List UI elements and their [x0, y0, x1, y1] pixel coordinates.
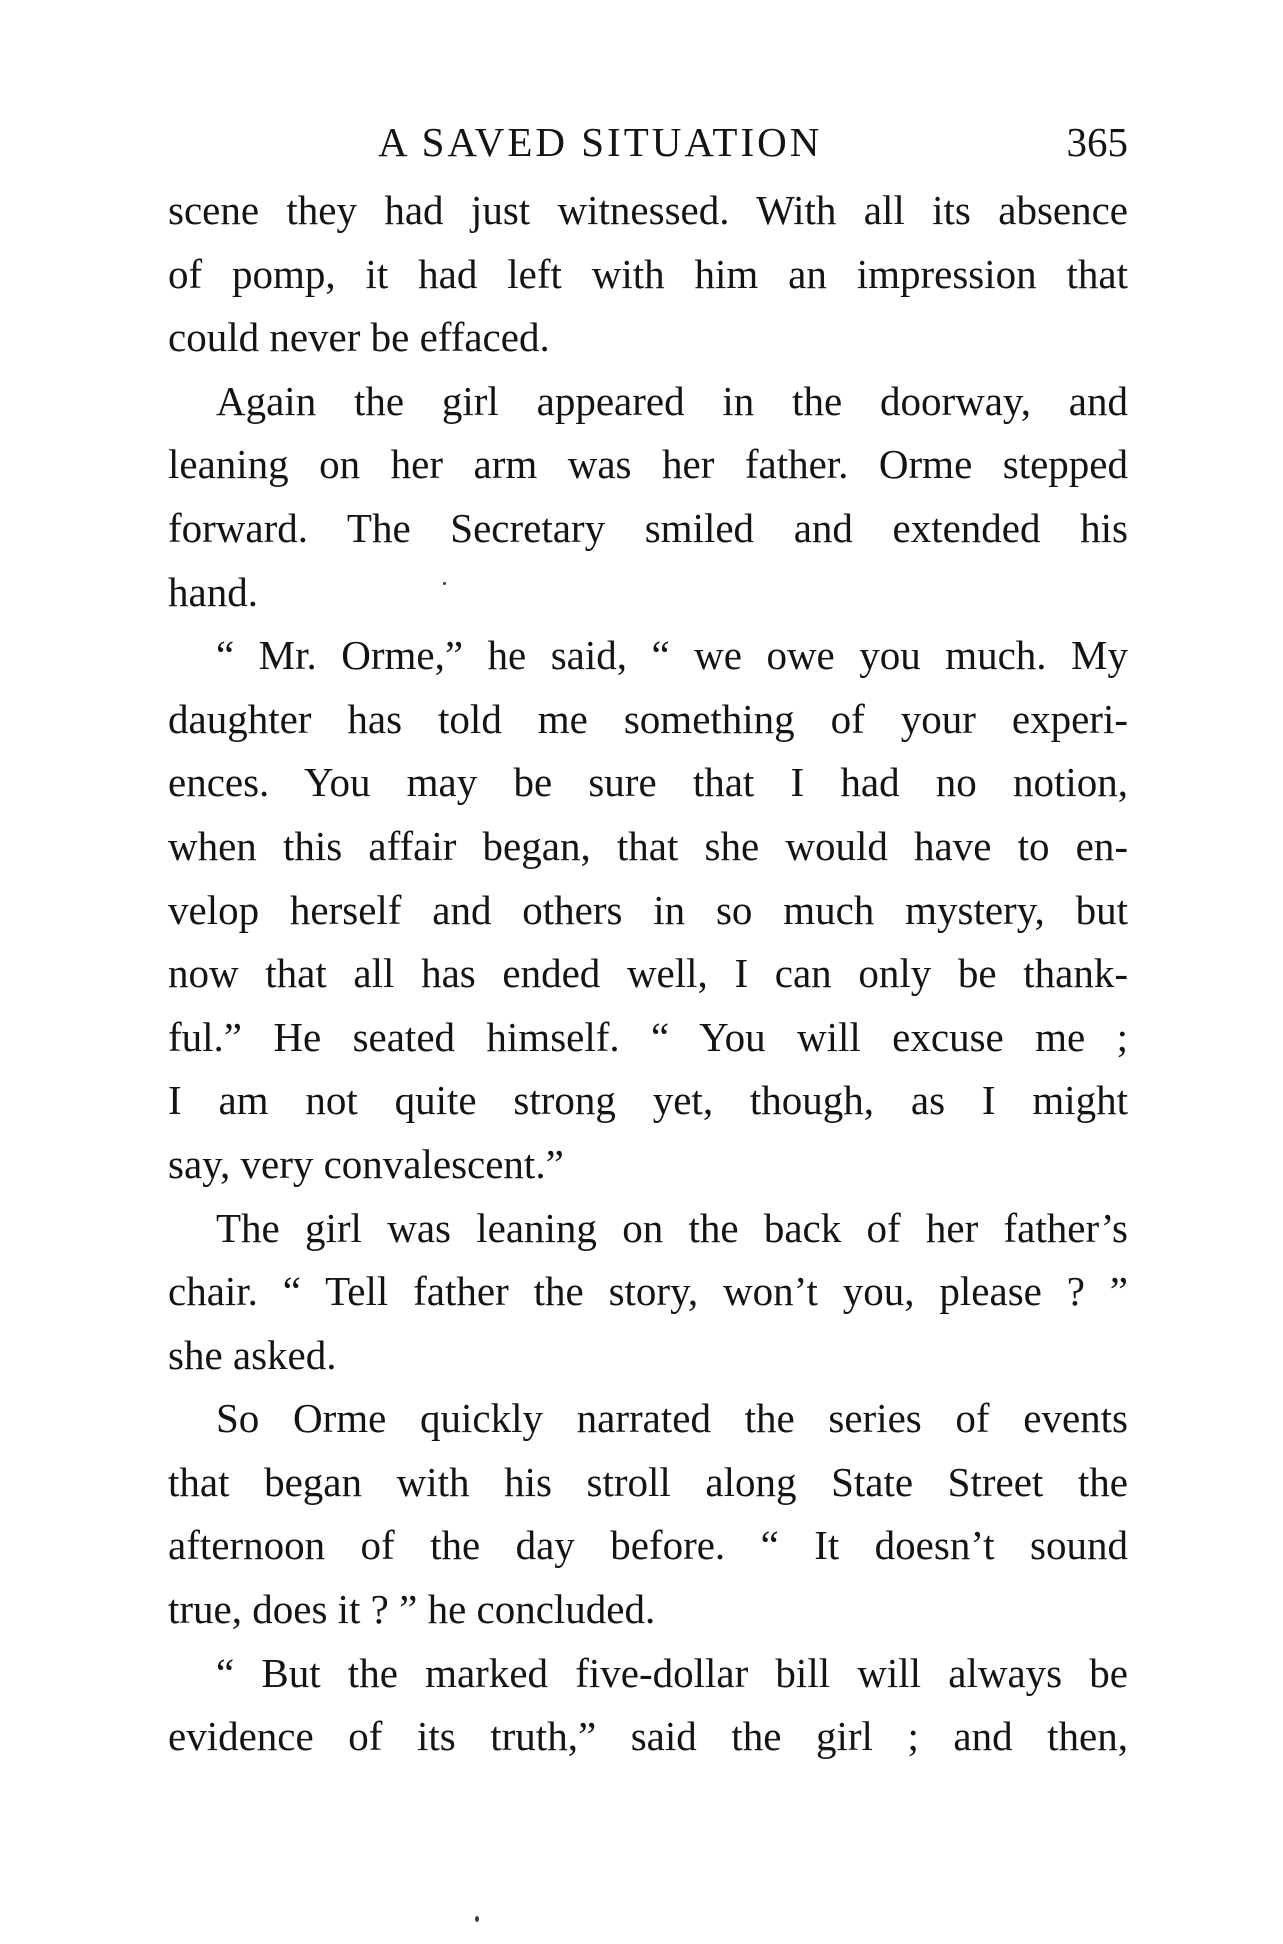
text-line: say, very convalescent.” — [168, 1140, 564, 1187]
text-line: forward. The Secretary smiled and extended his — [168, 504, 1128, 551]
text-line: now that all has ended well, I can only be thank- — [168, 950, 1128, 997]
text-line: of pomp, it had left with him an impression that — [168, 250, 1128, 297]
text-line: chair. “ Tell father the story, won’t you, please ? ” — [168, 1268, 1128, 1315]
text-line: So Orme quickly narrated the series of events — [216, 1395, 1128, 1442]
print-speck — [475, 1916, 479, 1922]
text-line: scene they had just witnessed. With all its absence — [168, 187, 1128, 233]
text-line: I am not quite strong yet, though, as I might — [168, 1077, 1128, 1124]
text-line: hand. — [168, 568, 258, 615]
page-number: 365 — [1066, 119, 1128, 165]
running-title: A SAVED SITUATION — [378, 119, 823, 165]
text-line: she asked. — [168, 1331, 337, 1378]
text-line: afternoon of the day before. “ It doesn’t sound — [168, 1522, 1128, 1569]
text-line: daughter has told me something of your experi- — [168, 695, 1128, 742]
text-line: could never be effaced. — [168, 314, 550, 361]
print-speck — [443, 582, 446, 585]
text-line: true, does it ? ” he concluded. — [168, 1586, 656, 1633]
text-line: leaning on her arm was her father. Orme stepped — [168, 441, 1128, 488]
page-header — [168, 112, 1128, 172]
text-line: velop herself and others in so much mystery, but — [168, 886, 1128, 933]
text-line: ful.” He seated himself. “ You will excuse me ; — [168, 1013, 1128, 1060]
text-line: The girl was leaning on the back of her father’s — [216, 1204, 1128, 1251]
text-line: when this affair began, that she would have to en- — [168, 822, 1128, 869]
text-line: ences. You may be sure that I had no notion, — [168, 759, 1128, 806]
body-text — [168, 179, 1128, 1769]
text-line: evidence of its truth,” said the girl ; and then, — [168, 1713, 1128, 1760]
text-line: that began with his stroll along State Street the — [168, 1458, 1128, 1505]
text-line: Again the girl appeared in the doorway, and — [216, 377, 1128, 424]
text-line: “ Mr. Orme,” he said, “ we owe you much. My — [216, 632, 1128, 679]
text-line: “ But the marked five-dollar bill will always be — [216, 1649, 1128, 1696]
